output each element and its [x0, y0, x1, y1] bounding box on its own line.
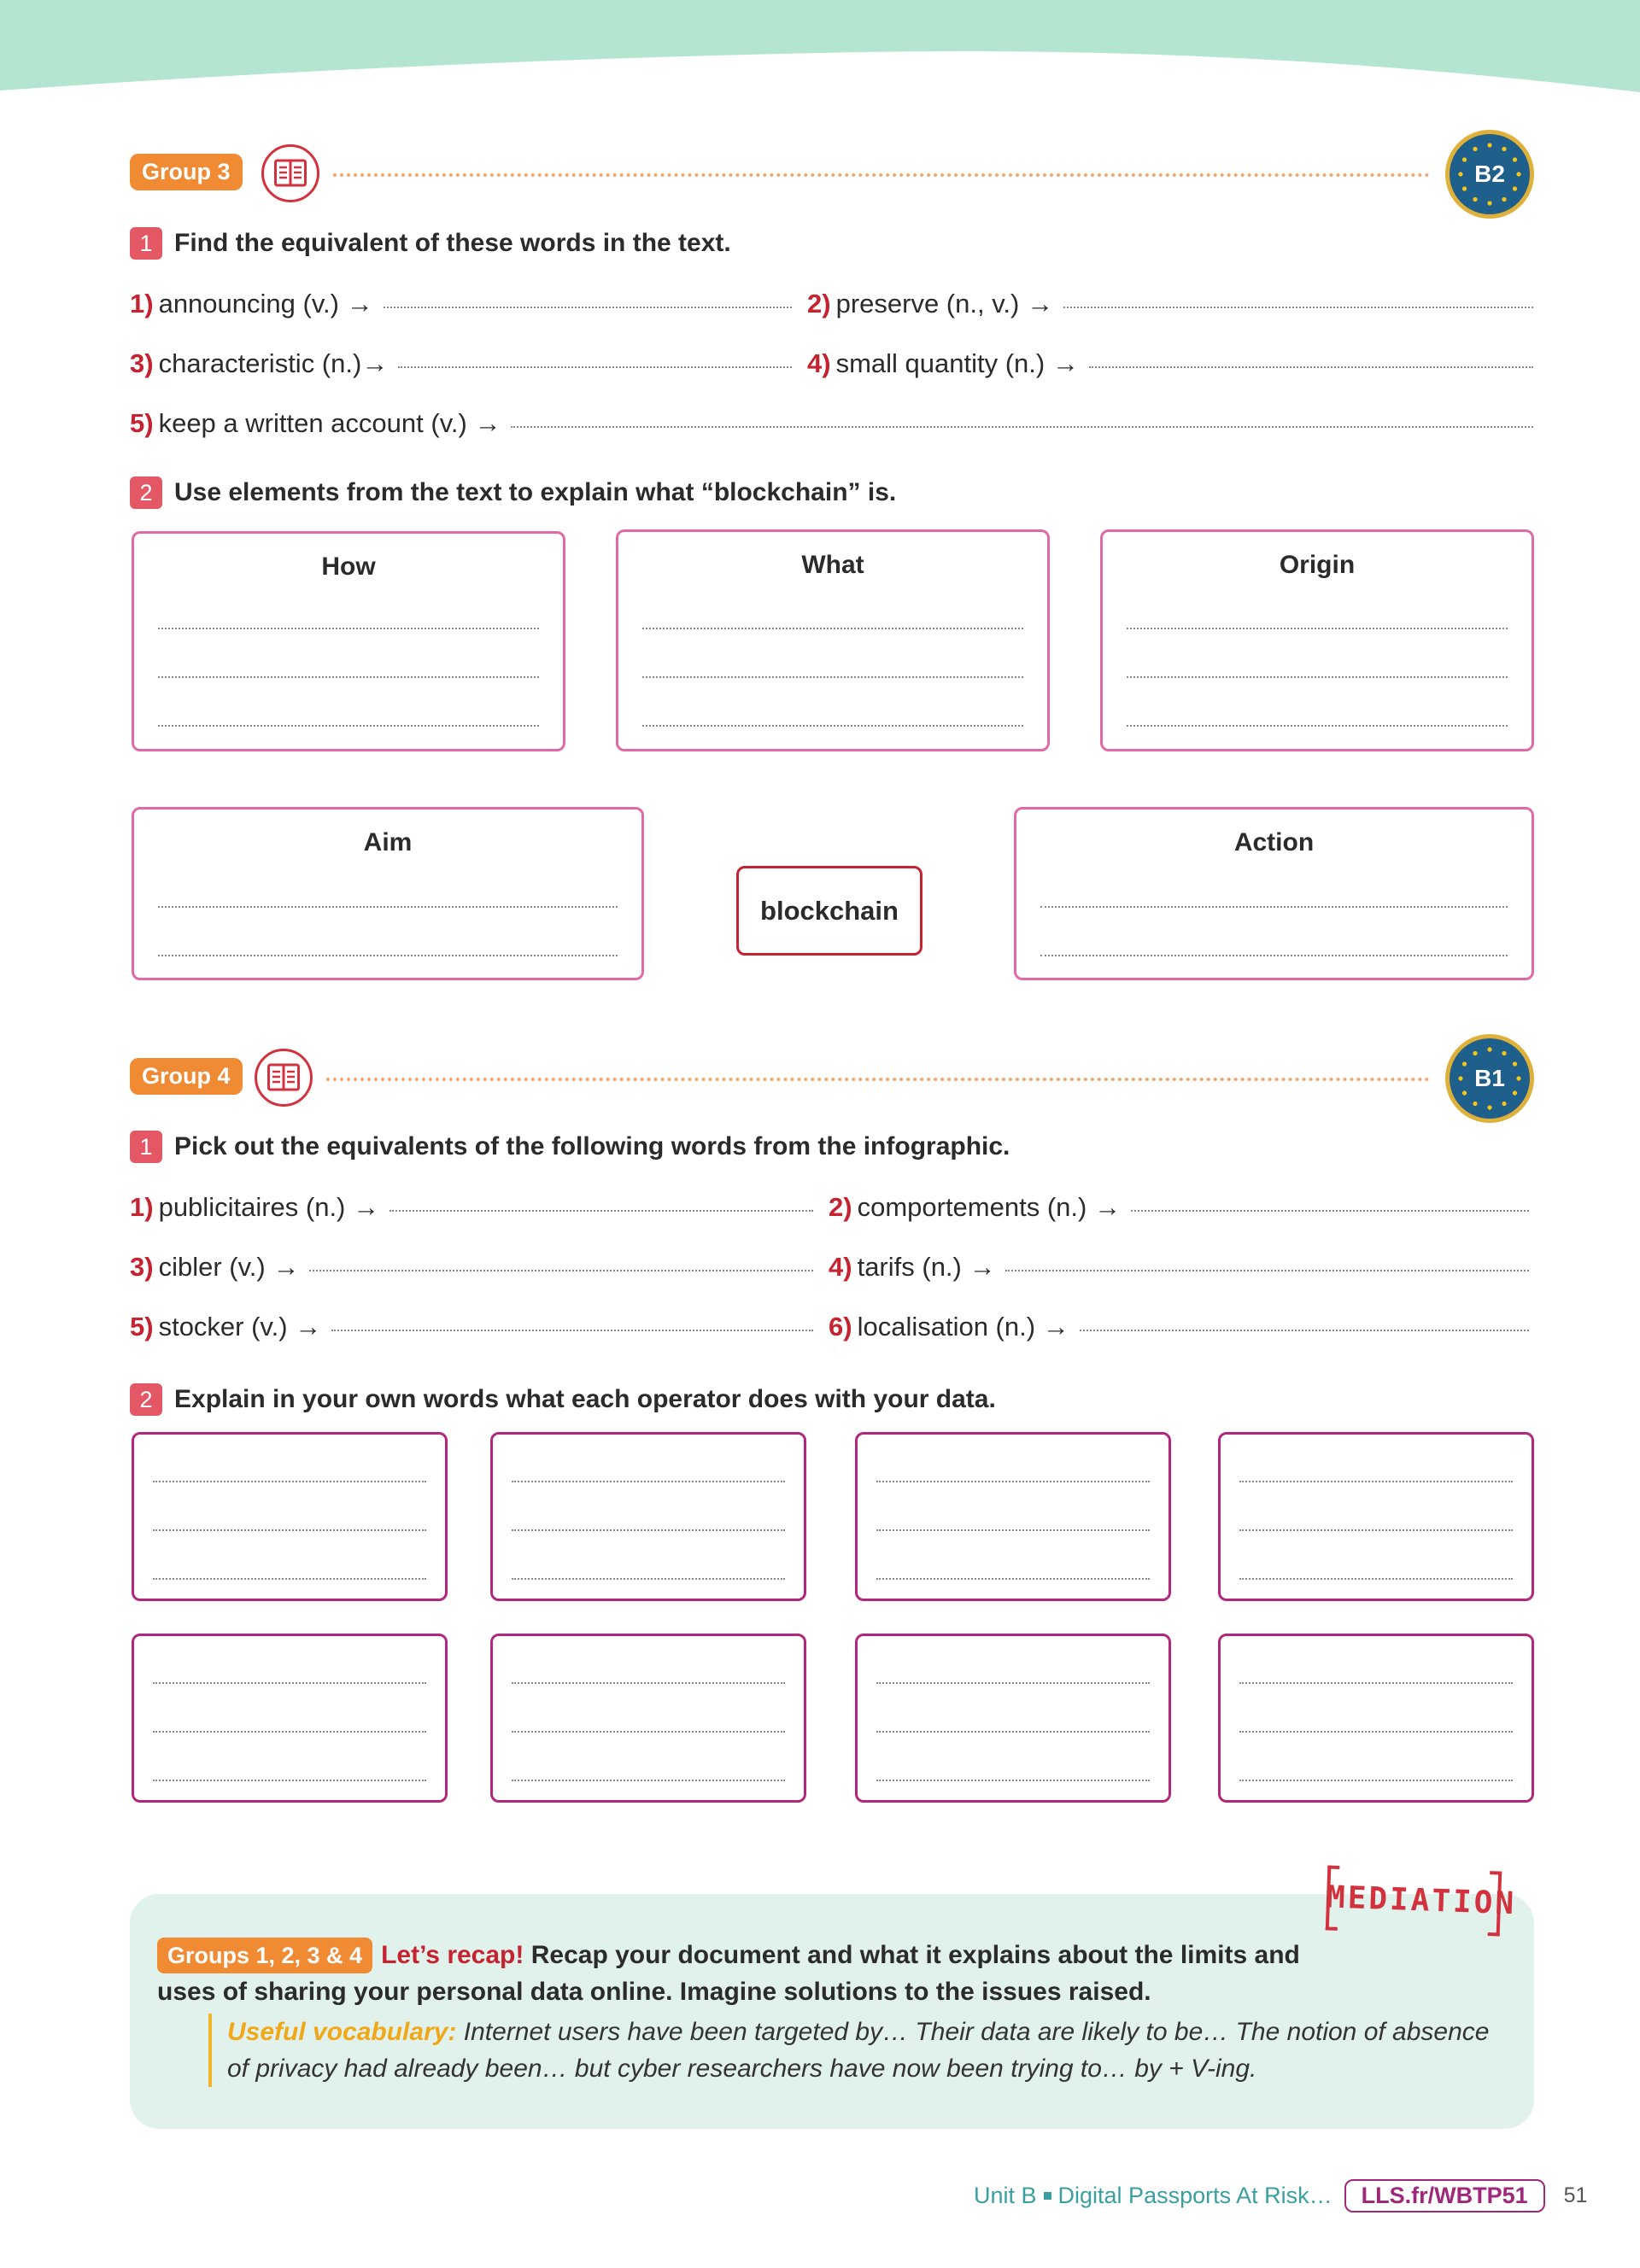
answer-line[interactable] [153, 1578, 426, 1580]
groups-badge: Groups 1, 2, 3 & 4 [157, 1938, 372, 1973]
answer-line[interactable] [1005, 1270, 1529, 1271]
item-number: 1) [130, 289, 154, 319]
vocab-text: Internet users have been targeted by… Their data are likely to be… The notion of absence of privacy had already been… but cyber researchers have now been trying to… by + V-ing. [227, 2018, 1490, 2083]
group4-question2-title [130, 1383, 996, 1416]
group3-header [130, 130, 1534, 224]
vocab-item [130, 348, 792, 379]
answer-line[interactable] [158, 725, 539, 727]
answer-line[interactable] [390, 1210, 813, 1212]
footer-title: Digital Passports At Risk… [1057, 2182, 1332, 2208]
useful-vocabulary [208, 2014, 1507, 2087]
vocab-item [829, 1312, 1529, 1342]
answer-line[interactable] [309, 1270, 813, 1271]
page-number: 51 [1563, 2183, 1588, 2207]
item-text: localisation (n.) → [857, 1312, 1069, 1342]
answer-line[interactable] [1239, 1731, 1513, 1733]
item-text: cibler (v.) → [158, 1252, 300, 1282]
box-origin[interactable] [1100, 529, 1534, 751]
book-icon [255, 1049, 313, 1107]
item-number: 5) [130, 1312, 154, 1342]
vocab-item [130, 1312, 813, 1342]
box-action[interactable] [1014, 807, 1534, 980]
answer-line[interactable] [512, 1578, 785, 1580]
question-number: 1 [130, 227, 162, 260]
level-badge-b1 [1445, 1034, 1534, 1123]
footer-link[interactable]: LLS.fr/WBTP51 [1344, 2179, 1545, 2212]
box-what[interactable] [616, 529, 1050, 751]
answer-line[interactable] [153, 1780, 426, 1781]
answer-line[interactable] [1127, 676, 1508, 678]
answer-line[interactable] [876, 1682, 1150, 1684]
vocab-item [807, 289, 1533, 319]
operator-answer-box[interactable] [490, 1432, 806, 1601]
operator-answer-box[interactable] [1218, 1432, 1534, 1601]
answer-line[interactable] [1063, 307, 1533, 308]
answer-line[interactable] [331, 1330, 813, 1331]
answer-line[interactable] [153, 1529, 426, 1531]
vocab-item [130, 1252, 813, 1283]
answer-line[interactable] [158, 955, 618, 956]
operator-answer-box[interactable] [132, 1634, 448, 1803]
item-number: 2) [829, 1192, 852, 1222]
vocab-item [130, 1192, 813, 1223]
answer-line[interactable] [642, 628, 1023, 629]
operator-answer-box[interactable] [1218, 1634, 1534, 1803]
footer-separator [1044, 2192, 1051, 2200]
recap-lead: Let’s recap! [381, 1941, 524, 1969]
group3-question1-title [130, 227, 731, 260]
answer-line[interactable] [1089, 366, 1533, 368]
answer-line[interactable] [153, 1682, 426, 1684]
item-text: stocker (v.) → [158, 1312, 322, 1342]
level-label: B2 [1474, 161, 1505, 187]
answer-line[interactable] [1239, 1780, 1513, 1781]
item-text: publicitaires (n.) → [158, 1192, 379, 1222]
answer-line[interactable] [642, 676, 1023, 678]
group4-question1-title [130, 1131, 1010, 1163]
answer-line[interactable] [512, 1780, 785, 1781]
answer-line[interactable] [1239, 1481, 1513, 1482]
top-wave-decoration [0, 0, 1640, 102]
recap-text: Recap your document and what it explains about the limits and uses of sharing your personal data online. Imagine solutions to the issues raised. [157, 1941, 1300, 2006]
recap-panel [130, 1894, 1534, 2129]
group3-question2-title [130, 476, 896, 509]
item-number: 2) [807, 289, 831, 319]
item-number: 6) [829, 1312, 852, 1342]
item-text: preserve (n., v.) → [835, 289, 1053, 319]
question-number: 1 [130, 1131, 162, 1163]
item-text: small quantity (n.) → [835, 348, 1079, 378]
mediation-label: MEDIATION [1326, 1879, 1517, 1922]
vocab-item [829, 1192, 1529, 1223]
operator-answer-box[interactable] [855, 1634, 1171, 1803]
box-title: Origin [1279, 551, 1356, 579]
answer-line[interactable] [384, 307, 792, 308]
box-title: What [801, 551, 864, 579]
box-title: Aim [363, 828, 413, 856]
vocab-item [130, 408, 1533, 439]
question-text: Use elements from the text to explain what “blockchain” is. [174, 478, 897, 506]
item-text: announcing (v.) → [158, 289, 373, 319]
question-text: Explain in your own words what each operator does with your data. [174, 1385, 996, 1413]
answer-line[interactable] [158, 676, 539, 678]
item-number: 4) [807, 348, 831, 378]
question-number: 2 [130, 1383, 162, 1416]
item-text: characteristic (n.)→ [158, 348, 389, 378]
answer-line[interactable] [1040, 955, 1508, 956]
blockchain-center-box: blockchain [736, 866, 922, 956]
item-number: 4) [829, 1252, 852, 1282]
answer-line[interactable] [511, 426, 1533, 428]
operator-answer-box[interactable] [132, 1432, 448, 1601]
answer-line[interactable] [153, 1731, 426, 1733]
answer-line[interactable] [1127, 725, 1508, 727]
page-footer [974, 2176, 1587, 2215]
operator-answer-box[interactable] [855, 1432, 1171, 1601]
recap-instructions [157, 1937, 1353, 2010]
answer-line[interactable] [876, 1731, 1150, 1733]
answer-line[interactable] [1127, 628, 1508, 629]
group4-header [130, 1034, 1534, 1128]
box-title: Action [1233, 828, 1315, 856]
answer-line[interactable] [1239, 1578, 1513, 1580]
item-number: 3) [130, 348, 154, 378]
answer-line[interactable] [876, 1481, 1150, 1482]
item-text: keep a written account (v.) → [158, 408, 501, 438]
level-label: B1 [1474, 1065, 1505, 1091]
box-aim[interactable] [132, 807, 644, 980]
mediation-tag [1326, 1865, 1517, 1936]
footer-unit: Unit B [974, 2182, 1037, 2208]
vocab-item [807, 348, 1533, 379]
box-how[interactable] [132, 531, 565, 751]
question-text: Pick out the equivalents of the following words from the infographic. [174, 1132, 1010, 1160]
answer-line[interactable] [512, 1682, 785, 1684]
answer-line[interactable] [876, 1578, 1150, 1580]
dotted-divider [326, 1078, 1430, 1081]
vocab-label: Useful vocabulary: [227, 2018, 457, 2046]
dotted-divider [333, 173, 1430, 177]
question-text: Find the equivalent of these words in the text. [174, 229, 731, 257]
answer-line[interactable] [642, 725, 1023, 727]
group3-badge: Group 3 [130, 154, 243, 190]
answer-line[interactable] [1080, 1330, 1529, 1331]
group4-badge: Group 4 [130, 1058, 243, 1095]
answer-line[interactable] [158, 628, 539, 629]
vocab-item [130, 289, 792, 319]
item-text: tarifs (n.) → [857, 1252, 996, 1282]
vocab-item [829, 1252, 1529, 1283]
item-number: 3) [130, 1252, 154, 1282]
level-badge-b2 [1445, 130, 1534, 219]
answer-line[interactable] [512, 1529, 785, 1531]
book-icon [261, 144, 319, 202]
item-number: 1) [130, 1192, 154, 1222]
answer-line[interactable] [512, 1731, 785, 1733]
item-text: comportements (n.) → [857, 1192, 1121, 1222]
answer-line[interactable] [158, 906, 618, 908]
answer-line[interactable] [1131, 1210, 1529, 1212]
answer-line[interactable] [1239, 1682, 1513, 1684]
answer-line[interactable] [153, 1481, 426, 1482]
answer-line[interactable] [1239, 1529, 1513, 1531]
operator-answer-box[interactable] [490, 1634, 806, 1803]
box-title: How [321, 552, 376, 581]
answer-line[interactable] [876, 1780, 1150, 1781]
answer-line[interactable] [1040, 906, 1508, 908]
answer-line[interactable] [512, 1481, 785, 1482]
answer-line[interactable] [876, 1529, 1150, 1531]
answer-line[interactable] [398, 366, 792, 368]
item-number: 5) [130, 408, 154, 438]
question-number: 2 [130, 476, 162, 509]
